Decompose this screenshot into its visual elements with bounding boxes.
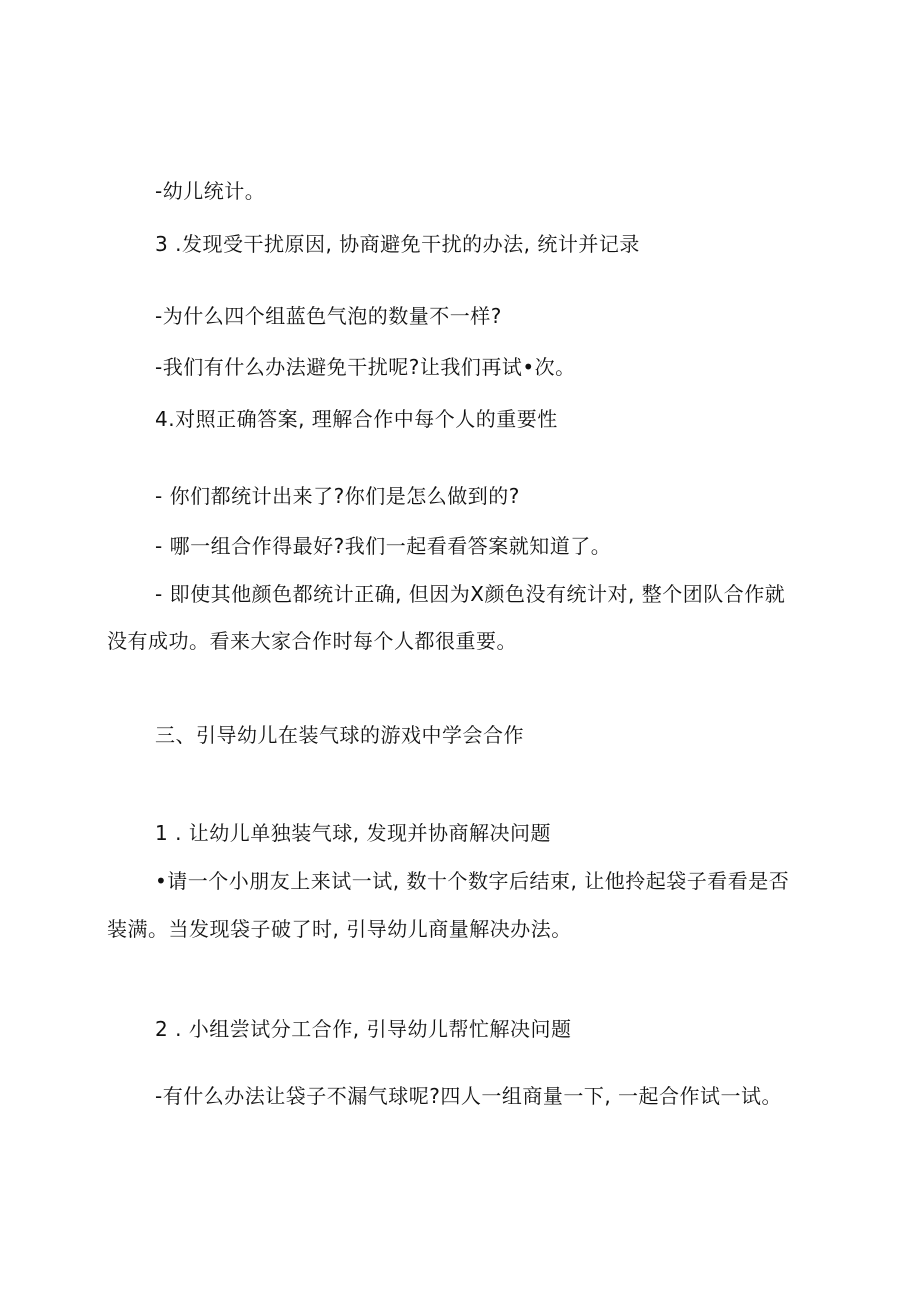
section-heading-3: 3 .发现受干扰原因, 协商避免干扰的办法, 统计并记录 (155, 232, 640, 256)
text-line-child-statistics: -幼儿统计。 (155, 179, 266, 203)
text-line-question-blue-bubbles: -为什么四个组蓝色气泡的数量不一样? (155, 304, 502, 328)
text-line-group-cooperation: -有什么办法让袋子不漏气球呢?四人一组商量一下, 一起合作试一试。 (155, 1084, 783, 1108)
subsection-heading-1: 1 . 让幼儿单独装气球, 发现并协商解决问题 (155, 821, 552, 845)
text-line-team-importance-1: - 即使其他颜色都统计正确, 但因为X颜色没有统计对, 整个团队合作就 (155, 582, 786, 606)
text-line-how-done: - 你们都统计出来了?你们是怎么做到的? (155, 484, 520, 508)
text-line-single-child-1: •请一个小朋友上来试一试, 数十个数字后结束, 让他拎起袋子看看是否 (155, 869, 790, 893)
subsection-heading-2: 2 . 小组尝试分工合作, 引导幼儿帮忙解决问题 (155, 1017, 572, 1041)
text-line-single-child-2: 装满。当发现袋子破了时, 引导幼儿商量解决办法。 (107, 917, 572, 941)
text-line-team-importance-2: 没有成功。看来大家合作时每个人都很重要。 (107, 629, 517, 653)
section-heading-three: 三、引导幼儿在装气球的游戏中学会合作 (155, 723, 524, 747)
text-line-avoid-interference: -我们有什么办法避免干扰呢?让我们再试•次。 (155, 355, 576, 379)
section-heading-4: 4.对照正确答案, 理解合作中每个人的重要性 (155, 407, 558, 431)
text-line-best-group: - 哪一组合作得最好?我们一起看看答案就知道了。 (155, 534, 612, 558)
